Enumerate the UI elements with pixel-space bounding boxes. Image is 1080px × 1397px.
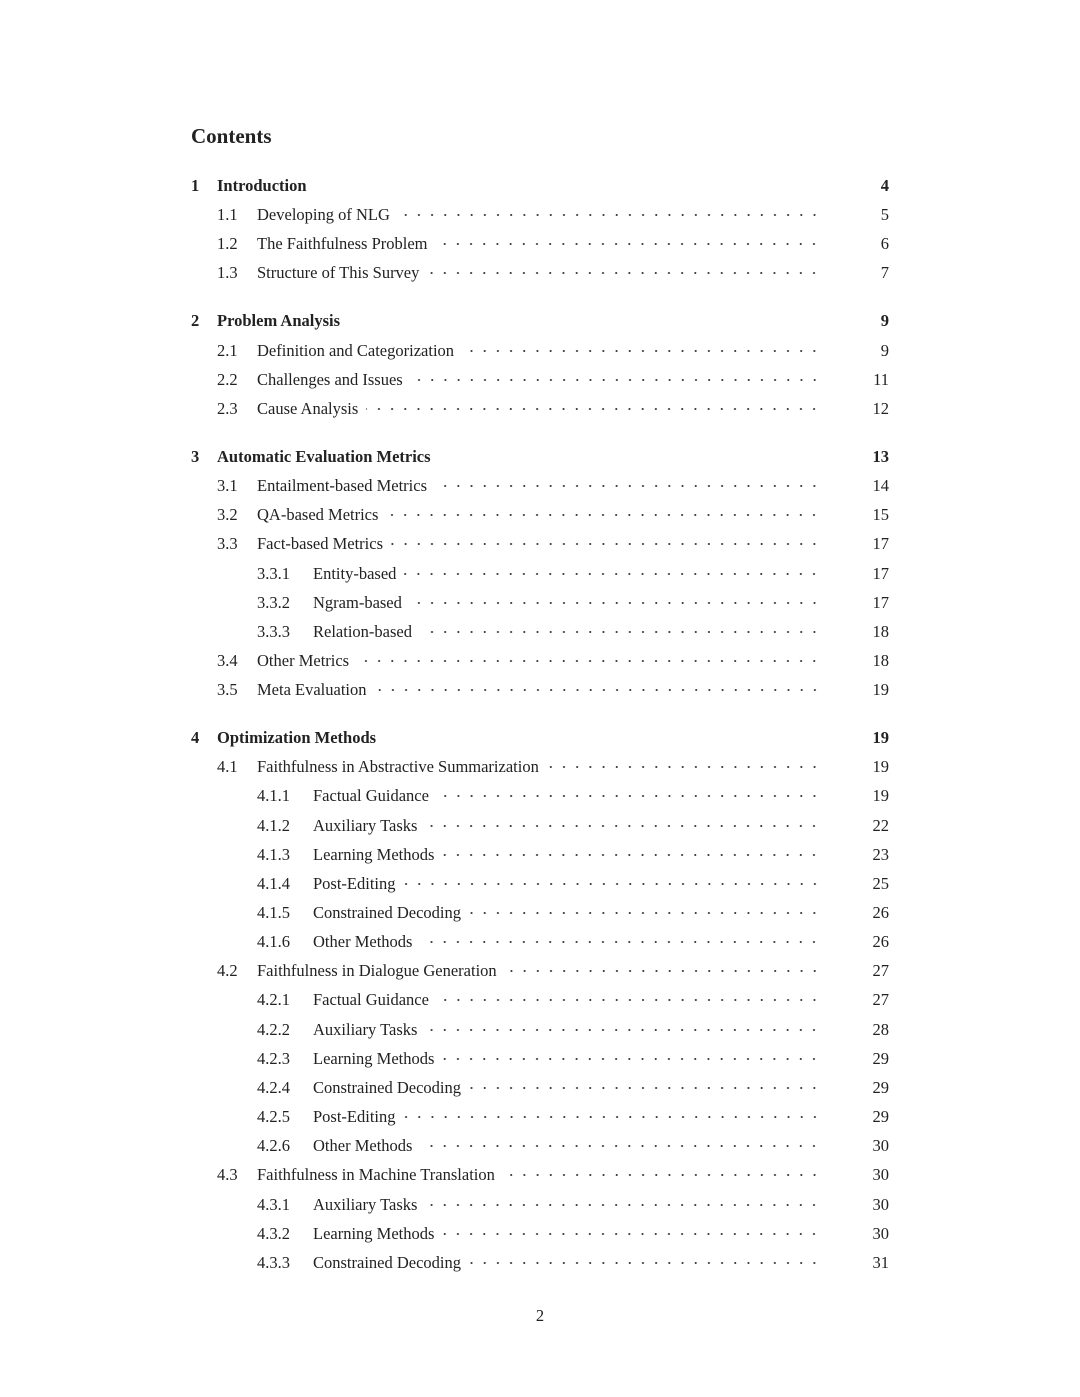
- entry-number: 4.3: [217, 1165, 238, 1185]
- entry-page: 29: [872, 1107, 889, 1127]
- dot-leader: [357, 649, 823, 673]
- entry-title: Faithfulness in Abstractive Summarization: [257, 757, 539, 777]
- entry-title: Other Metrics: [257, 650, 350, 670]
- entry-number: 2.3: [217, 398, 238, 418]
- entry-line: [313, 988, 889, 1012]
- entry-page: 19: [872, 786, 889, 806]
- dot-leader: [420, 930, 823, 954]
- entry-title: Automatic Evaluation Metrics: [217, 446, 431, 466]
- dot-leader: [386, 503, 823, 527]
- toc-entry[interactable]: [0, 261, 1080, 285]
- toc-entry[interactable]: [0, 620, 1080, 644]
- entry-title: Entailment-based Metrics: [257, 476, 427, 496]
- entry-line: [313, 1251, 889, 1275]
- dot-leader: [503, 1163, 823, 1187]
- dot-leader: [425, 814, 823, 838]
- entry-number: 4.3.1: [257, 1194, 290, 1214]
- entry-page: 27: [872, 961, 889, 981]
- entry-line: [257, 232, 889, 256]
- entry-title: Auxiliary Tasks: [313, 1019, 418, 1039]
- entry-number: 3.5: [217, 680, 238, 700]
- entry-title: Faithfulness in Machine Translation: [257, 1165, 495, 1185]
- entry-page: 13: [872, 446, 889, 466]
- toc-entry[interactable]: [0, 203, 1080, 227]
- toc-entry[interactable]: [0, 474, 1080, 498]
- toc-entry[interactable]: [0, 959, 1080, 983]
- toc-entry[interactable]: [0, 1193, 1080, 1217]
- entry-title: Entity-based: [313, 563, 397, 583]
- entry-title: Learning Methods: [313, 1048, 435, 1068]
- toc-entry[interactable]: [0, 843, 1080, 867]
- dot-leader: [439, 445, 823, 469]
- entry-line: [257, 1163, 889, 1187]
- entry-line: [217, 726, 889, 750]
- entry-line: [313, 1222, 889, 1246]
- entry-line: [313, 1047, 889, 1071]
- entry-title: Optimization Methods: [217, 728, 377, 748]
- entry-title: Developing of NLG: [257, 205, 390, 225]
- dot-leader: [410, 591, 823, 615]
- entry-page: 5: [880, 205, 889, 225]
- entry-line: [313, 814, 889, 838]
- entry-page: 17: [872, 534, 889, 554]
- dot-leader: [469, 1251, 823, 1275]
- toc-section[interactable]: [0, 445, 1080, 469]
- dot-leader: [437, 784, 823, 808]
- entry-page: 30: [872, 1165, 889, 1185]
- dot-leader: [547, 755, 823, 779]
- entry-title: Structure of This Survey: [257, 263, 420, 283]
- toc-entry[interactable]: [0, 1222, 1080, 1246]
- entry-line: [217, 445, 889, 469]
- contents-heading: Contents: [191, 124, 272, 148]
- entry-line: [257, 755, 889, 779]
- entry-line: [217, 174, 889, 198]
- dot-leader: [404, 872, 823, 896]
- entry-page: 31: [872, 1252, 889, 1272]
- entry-title: Post-Editing: [313, 1107, 396, 1127]
- entry-number: 4.3.3: [257, 1252, 290, 1272]
- toc-entry[interactable]: [0, 1076, 1080, 1100]
- dot-leader: [437, 988, 823, 1012]
- dot-leader: [442, 843, 823, 867]
- entry-line: [257, 649, 889, 673]
- entry-number: 2: [191, 311, 200, 331]
- entry-line: [313, 784, 889, 808]
- entry-number: 4.1.5: [257, 903, 290, 922]
- entry-line: [257, 503, 889, 527]
- entry-number: 1.3: [217, 263, 238, 283]
- entry-number: 3.1: [217, 476, 238, 496]
- entry-title: Auxiliary Tasks: [313, 1194, 418, 1214]
- entry-title: Constrained Decoding: [313, 1252, 462, 1272]
- entry-line: [257, 532, 889, 556]
- entry-number: 4.1: [217, 757, 238, 777]
- entry-line: [313, 1018, 889, 1042]
- dot-leader: [398, 203, 823, 227]
- entry-line: [313, 930, 889, 954]
- entry-page: 30: [872, 1194, 889, 1214]
- entry-number: 3: [191, 446, 200, 466]
- entry-line: [313, 562, 889, 586]
- entry-number: 4.2: [217, 961, 238, 981]
- dot-leader: [420, 620, 823, 644]
- entry-page: 7: [880, 263, 889, 283]
- entry-page: 28: [872, 1019, 889, 1039]
- entry-page: 18: [872, 650, 889, 670]
- entry-number: 4.1.2: [257, 815, 290, 835]
- entry-page: 6: [880, 234, 889, 254]
- entry-number: 1: [191, 176, 200, 195]
- entry-number: 4.1.1: [257, 786, 290, 806]
- dot-leader: [505, 959, 823, 983]
- toc-entry[interactable]: [0, 232, 1080, 256]
- entry-title: Challenges and Issues: [257, 369, 403, 389]
- entry-line: [257, 397, 889, 421]
- toc-entry[interactable]: [0, 397, 1080, 421]
- entry-line: [257, 368, 889, 392]
- entry-page: 22: [872, 815, 889, 835]
- dot-leader: [425, 1193, 823, 1217]
- entry-page: 29: [872, 1048, 889, 1068]
- entry-line: [257, 203, 889, 227]
- entry-number: 4.2.3: [257, 1048, 290, 1068]
- dot-leader: [469, 901, 823, 925]
- entry-number: 4.2.6: [257, 1136, 290, 1156]
- entry-page: 30: [872, 1136, 889, 1156]
- entry-title: Faithfulness in Dialogue Generation: [257, 961, 497, 981]
- dot-leader: [427, 261, 823, 285]
- entry-page: 19: [872, 757, 889, 777]
- entry-title: Definition and Categorization: [257, 340, 455, 360]
- entry-number: 4.3.2: [257, 1223, 290, 1243]
- toc-entry[interactable]: [0, 503, 1080, 527]
- entry-line: [313, 872, 889, 896]
- entry-line: [257, 261, 889, 285]
- toc-section[interactable]: [0, 726, 1080, 750]
- entry-title: Problem Analysis: [217, 311, 341, 331]
- dot-leader: [425, 1018, 823, 1042]
- toc-entry[interactable]: [0, 1105, 1080, 1129]
- entry-number: 2.2: [217, 369, 238, 389]
- entry-number: 4: [191, 728, 200, 748]
- entry-line: [313, 901, 889, 925]
- entry-page: 27: [872, 990, 889, 1010]
- dot-leader: [420, 1134, 823, 1158]
- dot-leader: [435, 474, 823, 498]
- entry-title: Constrained Decoding: [313, 1077, 462, 1097]
- dot-leader: [375, 678, 823, 702]
- entry-number: 3.2: [217, 505, 238, 525]
- entry-page: 9: [880, 311, 889, 331]
- dot-leader: [469, 1076, 823, 1100]
- toc-entry[interactable]: [0, 755, 1080, 779]
- entry-line: [313, 843, 889, 867]
- entry-number: 4.2.5: [257, 1107, 290, 1127]
- entry-page: 12: [872, 398, 889, 418]
- toc-entry[interactable]: [0, 814, 1080, 838]
- dot-leader: [348, 309, 823, 333]
- entry-number: 3.3.2: [257, 592, 290, 612]
- toc-entry[interactable]: [0, 901, 1080, 925]
- entry-number: 2.1: [217, 340, 238, 360]
- toc-entry[interactable]: [0, 591, 1080, 615]
- entry-title: Relation-based: [313, 621, 412, 641]
- entry-page: 29: [872, 1077, 889, 1097]
- entry-page: 15: [872, 505, 889, 525]
- dot-leader: [404, 562, 823, 586]
- entry-page: 26: [872, 932, 889, 952]
- dot-leader: [411, 368, 823, 392]
- toc-entry[interactable]: [0, 1251, 1080, 1275]
- dot-leader: [404, 1105, 823, 1129]
- entry-line: [313, 1134, 889, 1158]
- dot-leader: [435, 232, 823, 256]
- entry-page: 17: [872, 563, 889, 583]
- dot-leader: [462, 339, 823, 363]
- entry-line: [313, 591, 889, 615]
- toc-entry[interactable]: [0, 1018, 1080, 1042]
- entry-title: The Faithfulness Problem: [257, 234, 428, 254]
- entry-number: 4.2.1: [257, 990, 290, 1010]
- entry-line: [313, 620, 889, 644]
- entry-title: Other Methods: [313, 1136, 413, 1156]
- dot-leader: [442, 1047, 823, 1071]
- entry-title: Post-Editing: [313, 873, 396, 893]
- toc-entry[interactable]: [0, 678, 1080, 702]
- entry-line: [257, 678, 889, 702]
- dot-leader: [442, 1222, 823, 1246]
- entry-page: 14: [872, 476, 889, 496]
- entry-page: 26: [872, 903, 889, 922]
- page-number: 2: [535, 1306, 545, 1325]
- toc-entry[interactable]: [0, 339, 1080, 363]
- entry-title: Auxiliary Tasks: [313, 815, 418, 835]
- entry-title: Cause Analysis: [257, 398, 359, 418]
- entry-title: Learning Methods: [313, 844, 435, 864]
- entry-title: Ngram-based: [313, 592, 402, 612]
- entry-title: Introduction: [217, 176, 307, 195]
- entry-line: [313, 1105, 889, 1129]
- entry-number: 1.1: [217, 205, 238, 225]
- entry-number: 4.1.3: [257, 844, 290, 864]
- entry-number: 4.2.4: [257, 1077, 290, 1097]
- entry-number: 3.3.1: [257, 563, 290, 583]
- dot-leader: [384, 726, 823, 750]
- entry-number: 3.3: [217, 534, 238, 554]
- toc-entry[interactable]: [0, 1163, 1080, 1187]
- entry-line: [257, 474, 889, 498]
- entry-title: QA-based Metrics: [257, 505, 379, 525]
- entry-number: 3.4: [217, 650, 238, 670]
- entry-page: 17: [872, 592, 889, 612]
- toc-entry[interactable]: [0, 930, 1080, 954]
- entry-page: 9: [880, 340, 889, 360]
- entry-number: 4.2.2: [257, 1019, 290, 1039]
- entry-title: Factual Guidance: [313, 786, 429, 806]
- entry-number: 1.2: [217, 234, 238, 254]
- entry-number: 4.1.6: [257, 932, 290, 952]
- toc-entry[interactable]: [0, 1047, 1080, 1071]
- entry-line: [217, 309, 889, 333]
- entry-page: 30: [872, 1223, 889, 1243]
- entry-title: Meta Evaluation: [257, 680, 367, 700]
- entry-page: 19: [872, 728, 889, 748]
- entry-title: Other Methods: [313, 932, 413, 952]
- toc-entry[interactable]: [0, 649, 1080, 673]
- toc-entry[interactable]: [0, 532, 1080, 556]
- entry-page: 18: [872, 621, 889, 641]
- entry-page: 23: [872, 844, 889, 864]
- entry-line: [257, 339, 889, 363]
- dot-leader: [366, 397, 823, 421]
- entry-line: [257, 959, 889, 983]
- entry-page: 19: [872, 680, 889, 700]
- toc-entry[interactable]: [0, 1134, 1080, 1158]
- dot-leader: [315, 174, 823, 198]
- toc-entry[interactable]: [0, 872, 1080, 896]
- entry-page: 25: [872, 873, 889, 893]
- toc-entry[interactable]: [0, 988, 1080, 1012]
- entry-page: 11: [873, 369, 889, 389]
- entry-line: [313, 1193, 889, 1217]
- toc-entry[interactable]: [0, 784, 1080, 808]
- toc-entry[interactable]: [0, 368, 1080, 392]
- dot-leader: [391, 532, 823, 556]
- entry-title: Factual Guidance: [313, 990, 429, 1010]
- toc-section[interactable]: [0, 174, 1080, 198]
- entry-title: Fact-based Metrics: [257, 534, 383, 554]
- entry-title: Learning Methods: [313, 1223, 435, 1243]
- entry-number: 3.3.3: [257, 621, 290, 641]
- entry-page: 4: [880, 176, 889, 195]
- toc-section[interactable]: [0, 309, 1080, 333]
- toc-entry[interactable]: [0, 562, 1080, 586]
- entry-number: 4.1.4: [257, 873, 290, 893]
- entry-title: Constrained Decoding: [313, 903, 462, 922]
- entry-line: [313, 1076, 889, 1100]
